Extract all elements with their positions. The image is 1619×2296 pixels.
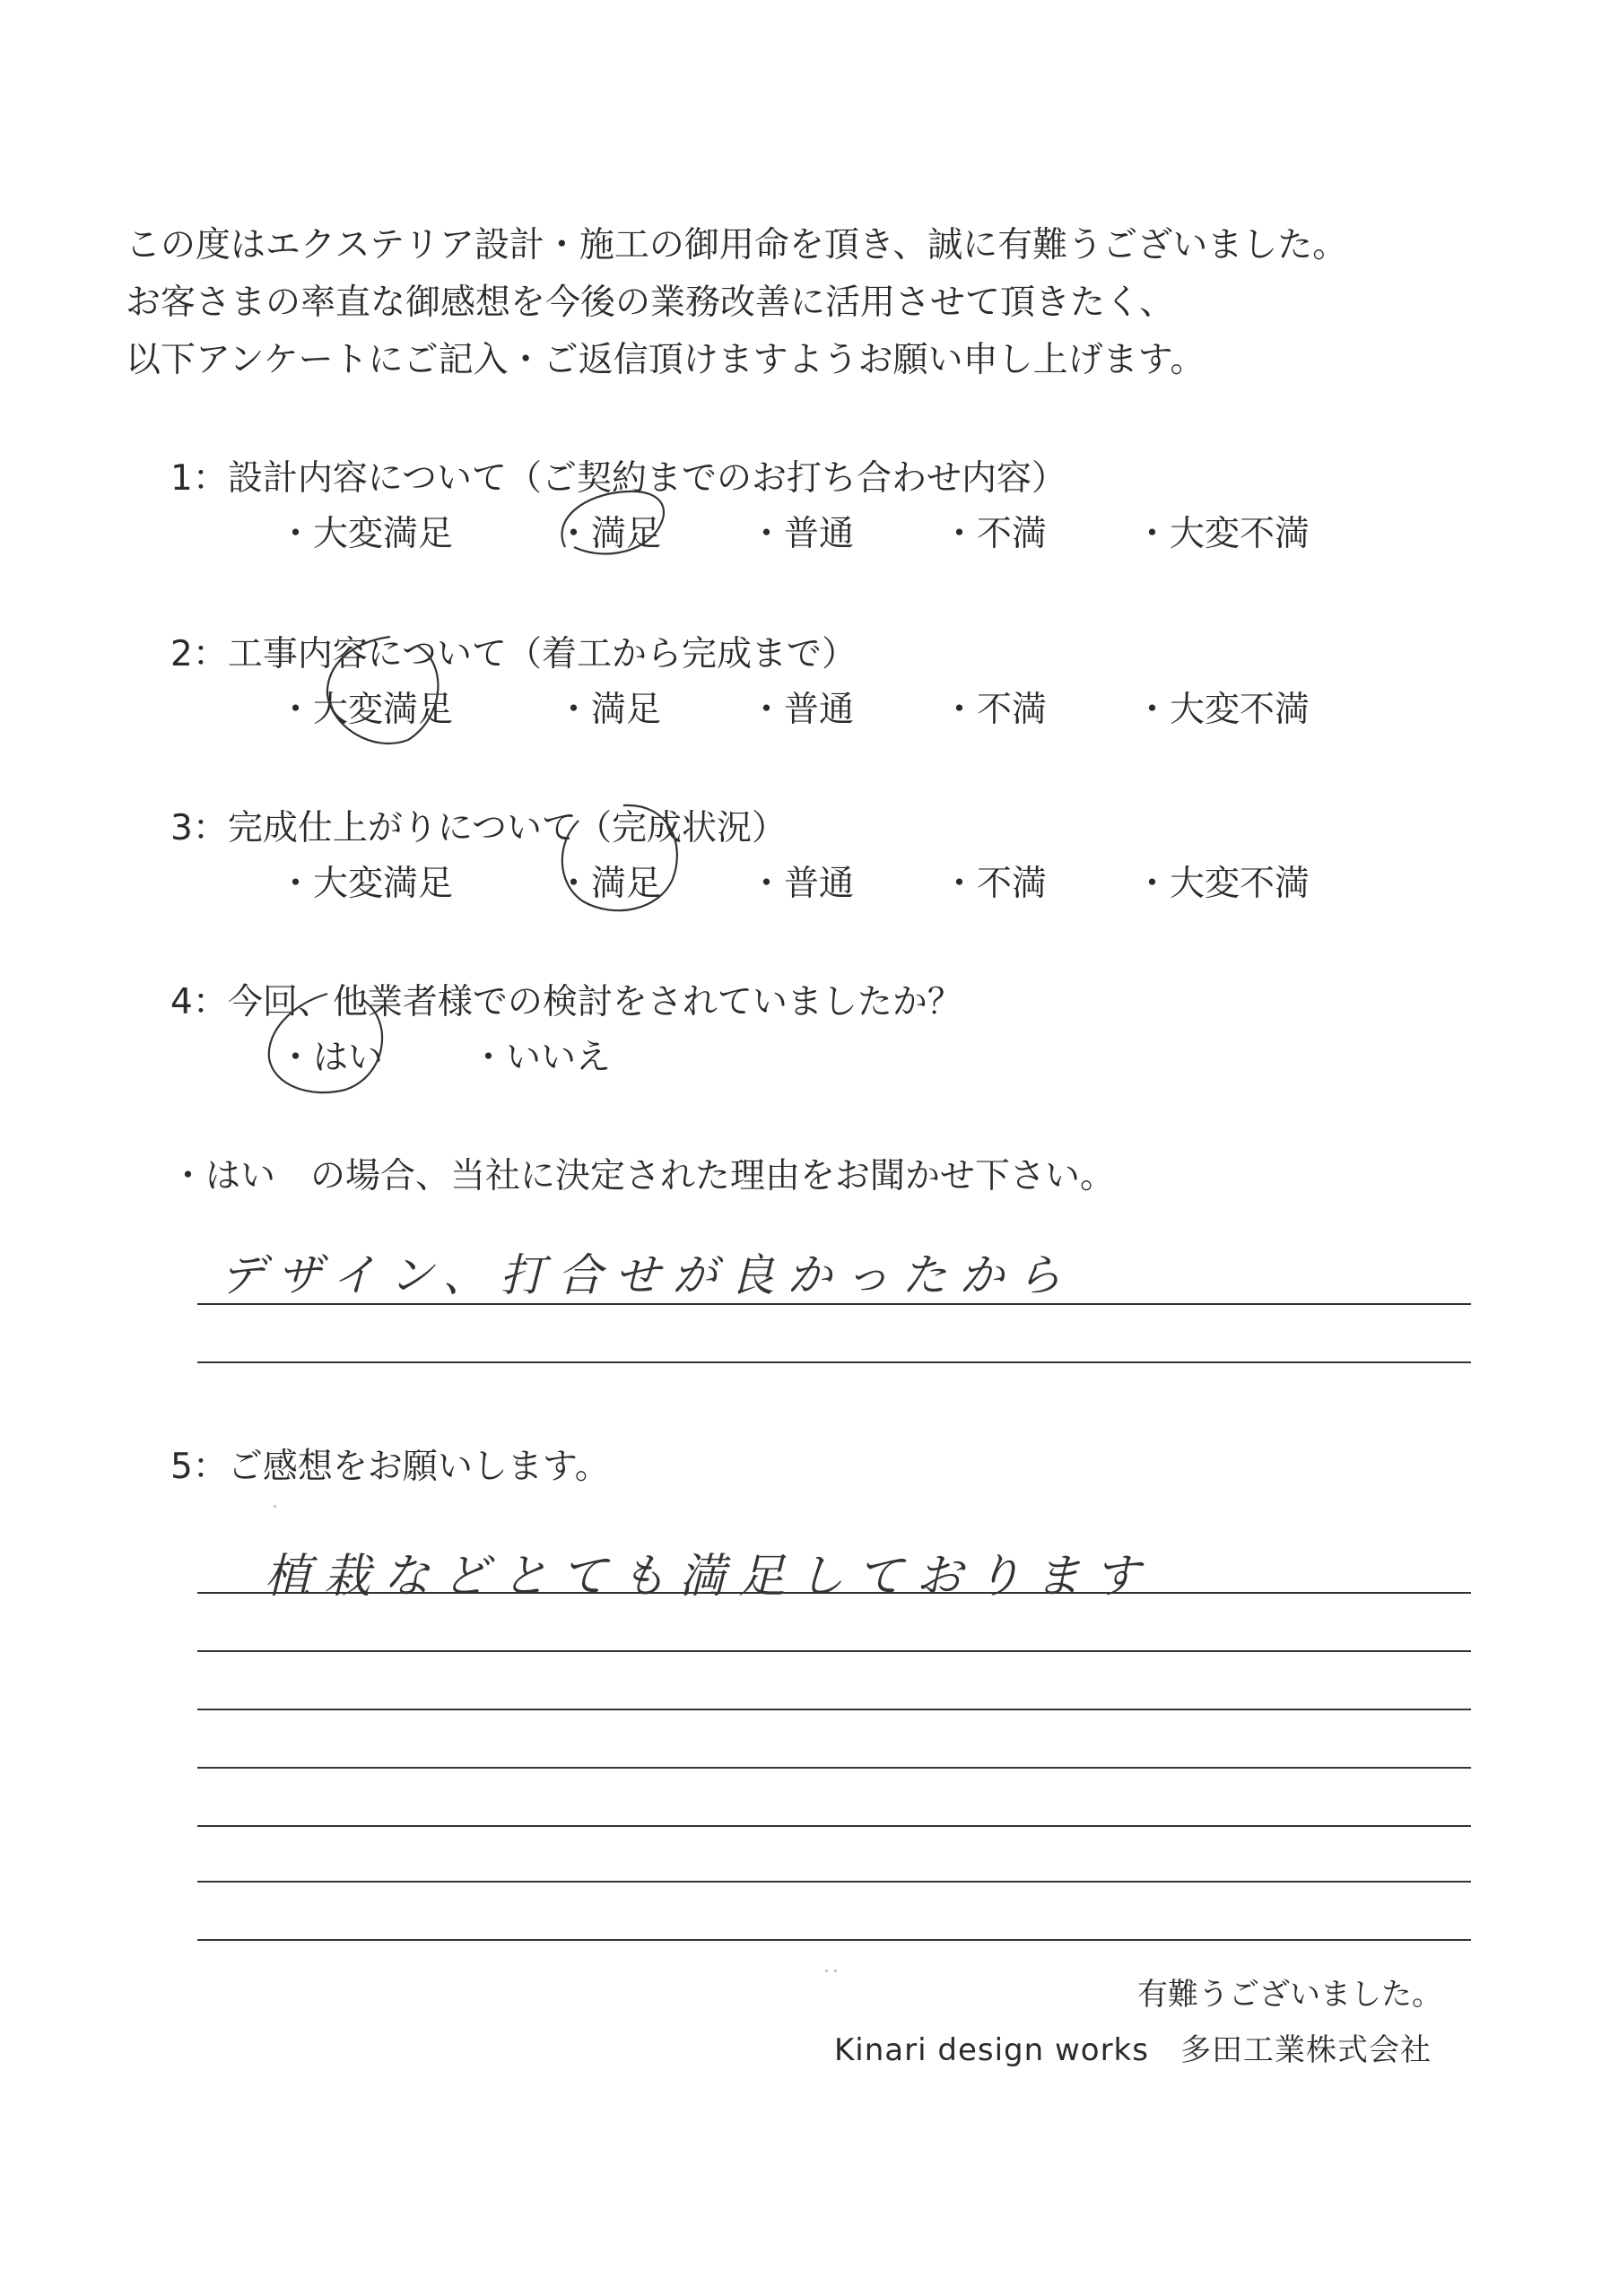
q3-option-satisfied: ・満足 <box>556 864 662 904</box>
q5-answer-line-5 <box>197 1825 1471 1827</box>
question-5-label: 5：ご感想をお願いします。 <box>170 1447 610 1487</box>
q3-option-dissatisfied: ・不満 <box>942 864 1048 904</box>
q5-answer-line-1 <box>197 1592 1471 1594</box>
q1-option-very-dissatisfied: ・大変不満 <box>1135 514 1310 554</box>
q2-option-neutral: ・普通 <box>749 690 855 730</box>
q5-answer-line-7 <box>197 1939 1471 1941</box>
question-3-label: 3：完成仕上がりについて（完成状況） <box>170 808 788 848</box>
q4-selection-circle <box>265 987 399 1103</box>
q2-option-very-dissatisfied: ・大変不満 <box>1135 690 1310 730</box>
q1-option-satisfied: ・満足 <box>556 514 662 554</box>
q1-option-neutral: ・普通 <box>749 514 855 554</box>
q4-option-yes: ・はい <box>278 1038 384 1078</box>
scan-speck <box>825 1970 828 1972</box>
q5-handwritten-answer: 植栽などとても満足しております <box>265 1550 1153 1604</box>
q5-answer-line-4 <box>197 1767 1471 1769</box>
scan-speck <box>274 1505 276 1508</box>
q1-selection-circle <box>547 484 673 565</box>
q5-answer-line-6 <box>197 1881 1471 1883</box>
q3-option-neutral: ・普通 <box>749 864 855 904</box>
reason-answer-line-2 <box>197 1361 1471 1363</box>
q2-option-dissatisfied: ・不満 <box>942 690 1048 730</box>
question-4-label: 4：今回、他業者様での検討をされていましたか？ <box>170 982 962 1022</box>
q3-selection-circle <box>552 798 686 924</box>
reason-prompt: ・はい の場合、当社に決定された理由をお聞かせ下さい。 <box>170 1156 1116 1196</box>
q2-option-very-satisfied: ・大変満足 <box>278 690 454 730</box>
q5-answer-line-3 <box>197 1709 1471 1710</box>
q3-option-very-dissatisfied: ・大変不満 <box>1135 864 1310 904</box>
footer-company: Kinari design works 多田工業株式会社 <box>834 2032 1432 2068</box>
reason-handwritten-answer: デザイン、打合せが良かったから <box>220 1249 1075 1301</box>
intro-line-1: この度はエクステリア設計・施工の御用命を頂き、誠に有難うございました。 <box>126 225 1348 265</box>
question-1-label: 1：設計内容について（ご契約までのお打ち合わせ内容） <box>170 458 1067 499</box>
q2-option-satisfied: ・満足 <box>556 690 662 730</box>
q1-option-very-satisfied: ・大変満足 <box>278 514 454 554</box>
question-2-label: 2：工事内容について（着工から完成まで） <box>170 634 857 674</box>
scan-speck <box>834 1970 837 1972</box>
q1-option-dissatisfied: ・不満 <box>942 514 1048 554</box>
intro-line-3: 以下アンケートにご記入・ご返信頂けますようお願い申し上げます。 <box>126 340 1206 380</box>
q2-selection-circle <box>318 628 453 753</box>
q5-answer-line-2 <box>197 1650 1471 1652</box>
intro-line-2: お客さまの率直な御感想を今後の業務改善に活用させて頂きたく、 <box>126 283 1175 323</box>
q4-option-no: ・いいえ <box>471 1038 612 1078</box>
q3-option-very-satisfied: ・大変満足 <box>278 864 454 904</box>
reason-answer-line-1 <box>197 1303 1471 1305</box>
footer-thanks: 有難うございました。 <box>1137 1977 1442 2013</box>
